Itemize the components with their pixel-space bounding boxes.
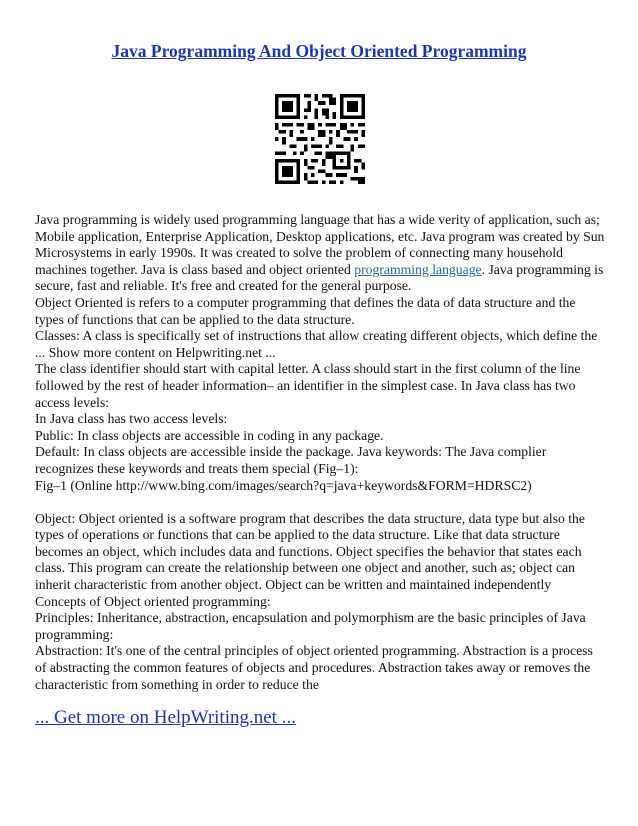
intro-text-before: Java programming is widely used programming language that has a wide verity of application, such as; Mobile application, Enterprise Application, Desktop applications, etc. Java program was created by Sun Microsystems in early 1990s. It was created to solve the problem of connecting many household machines together. Java is class based and object oriented bbox=[35, 212, 605, 277]
body-paragraph: Object: Object oriented is a software program that describes the data structure, data type but also the types of operations or functions that can be applied to the data structure. Like that data structure becomes an object, which includes data and functions. Object specifies the behavior that states each class. This program can create the relationship between one object and another, such as; object can inherit characteristic from another object. Object can be written and maintained independently bbox=[35, 510, 585, 593]
body-paragraph: In Java class has two access levels: bbox=[35, 411, 228, 427]
intro-paragraph bbox=[35, 212, 607, 295]
qr-code-icon bbox=[275, 94, 365, 184]
body-paragraph: The class identifier should start with capital letter. A class should start in the first column of the line followed by the rest of header information– an identifier in the simplest case. In Java class has two access levels: bbox=[35, 361, 581, 410]
document-title[interactable]: Java Programming And Object Oriented Programming bbox=[111, 41, 527, 61]
paragraph-spacer bbox=[35, 494, 607, 511]
body-paragraph: Object Oriented is refers to a computer programming that defines the data of data structure and the types of functions that can be applied to the data structure. bbox=[35, 294, 576, 327]
body-paragraph: Fig–1 (Online http://www.bing.com/images/search?q=java+keywords&FORM=HDRSC2) bbox=[35, 477, 532, 493]
body-paragraph: Concepts of Object oriented programming: bbox=[35, 593, 271, 609]
programming-language-link[interactable]: programming language bbox=[354, 261, 482, 277]
body-paragraph: Principles: Inheritance, abstraction, encapsulation and polymorphism are the basic principles of Java programming: bbox=[35, 610, 586, 642]
intro-text-after: . Java programming is secure, fast and reliable. It's free and created for the general purpose. bbox=[35, 261, 604, 294]
body-paragraph: Default: In class objects are accessible inside the package. Java keywords: The Java complier recognizes these keywords and treats them special (Fig–1): bbox=[35, 444, 547, 476]
get-more-link[interactable]: ... Get more on HelpWriting.net ... bbox=[35, 707, 296, 728]
body-paragraph: Public: In class objects are accessible in coding in any package. bbox=[35, 427, 384, 443]
document-body bbox=[35, 212, 607, 693]
body-paragraph: Abstraction: It's one of the central principles of object oriented programming. Abstraction is a process of abstracting the common features of objects and procedures. Abstraction takes away or removes the characteristic from something in order to reduce the bbox=[35, 643, 593, 692]
body-paragraph: Classes: A class is specifically set of instructions that allow creating different objects, which define the ... Show more content on Helpwriting.net ... bbox=[35, 328, 598, 360]
